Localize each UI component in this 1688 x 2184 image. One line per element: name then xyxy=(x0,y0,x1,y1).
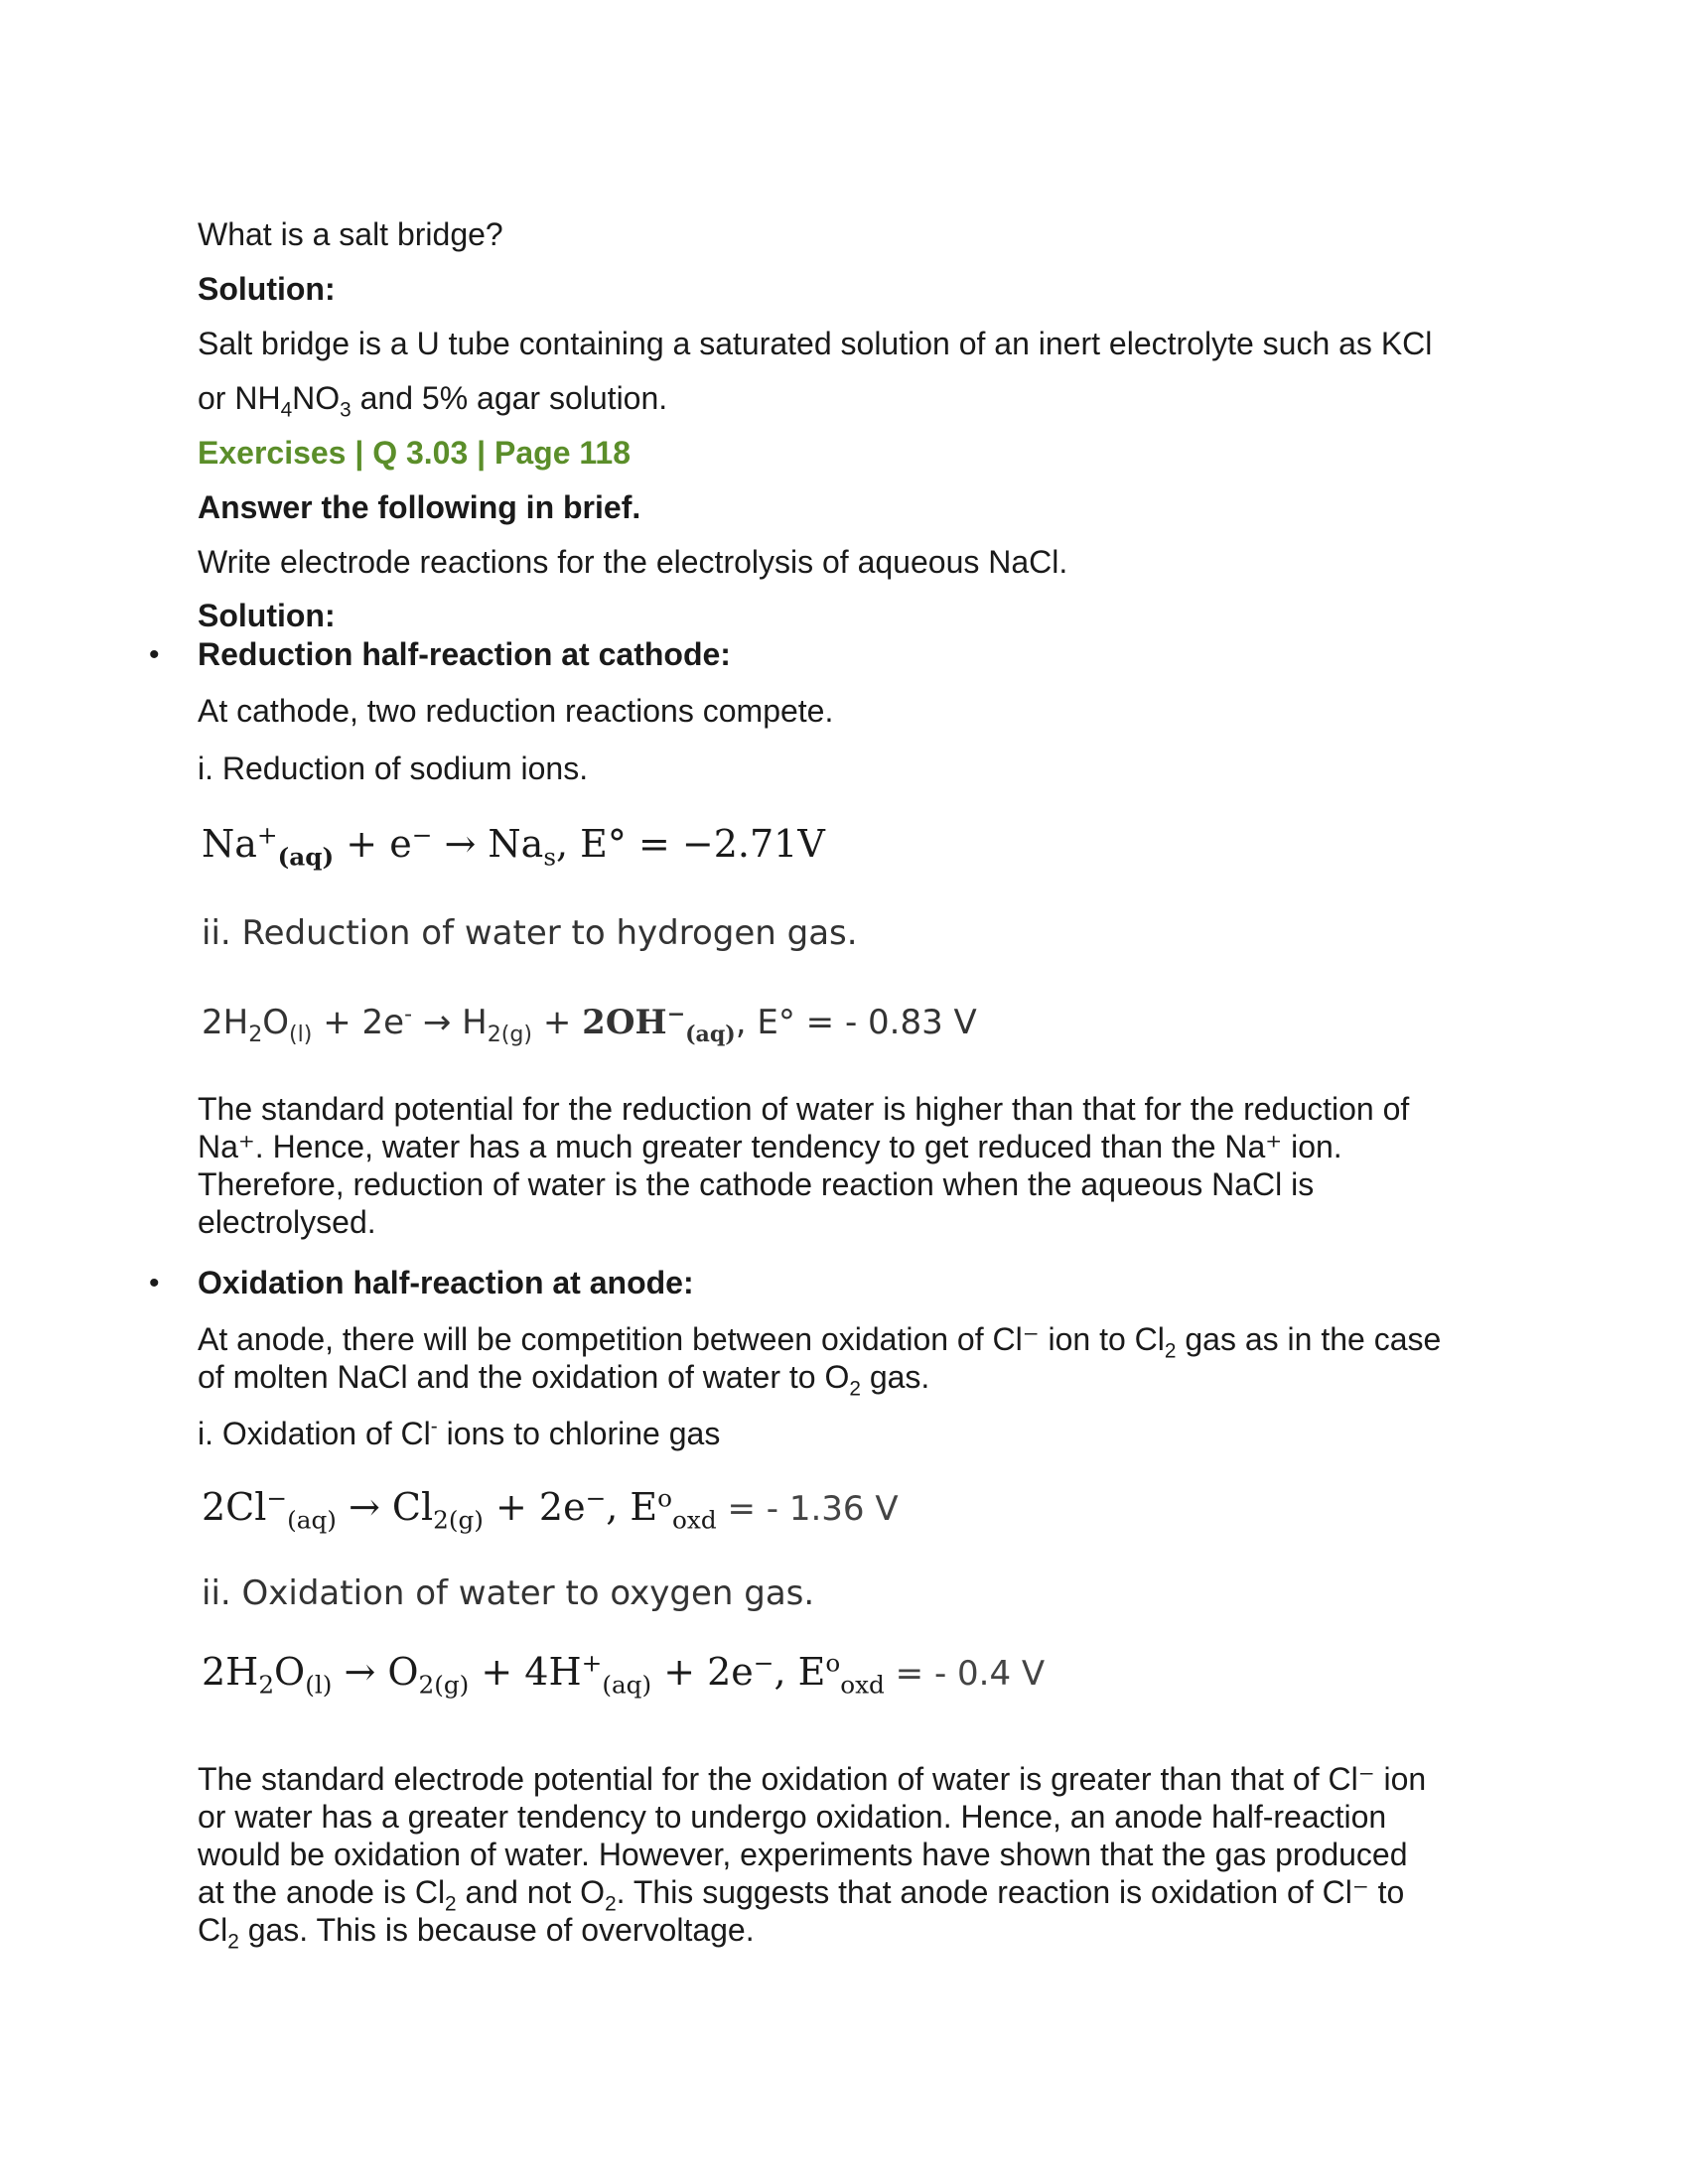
equation-sodium-reduction: $Na^+_{(aq)} + e^- \to Na_s$, E° = −2.71V xyxy=(202,820,825,872)
question-text: Write electrode reactions for the electrolysis of aqueous NaCl. xyxy=(198,544,1068,580)
body-text: at the anode is $Cl_2$ and not $O_2$. This suggests that anode reaction is oxidation of Cl⁻ to xyxy=(198,1874,1405,1916)
body-text: electrolysed. xyxy=(198,1204,376,1240)
equation-chloride-oxidation: $2Cl^-_{(aq)} \to Cl_{2(g)} + 2e^-$, $E^o_{oxd}$ = - 1.36 V xyxy=(202,1483,899,1535)
exercise-reference: Exercises | Q 3.03 | Page 118 xyxy=(198,435,631,471)
section-heading-anode: Oxidation half-reaction at anode: xyxy=(198,1265,694,1300)
solution-label: Solution: xyxy=(198,271,336,307)
step-label: i. Reduction of sodium ions. xyxy=(198,751,589,786)
answer-line: or $NH_4NO_3$ and 5% agar solution. xyxy=(198,380,668,422)
section-heading-cathode: Reduction half-reaction at cathode: xyxy=(198,636,731,672)
body-text: would be oxidation of water. However, experiments have shown that the gas produced xyxy=(198,1837,1408,1872)
body-text: The standard potential for the reduction of water is higher than that for the reduction of xyxy=(198,1091,1410,1127)
body-text: of molten NaCl and the oxidation of water to $O_2$ gas. xyxy=(198,1359,930,1401)
bullet-icon: • xyxy=(149,638,160,671)
question-text: What is a salt bridge? xyxy=(198,216,503,252)
body-text: At cathode, two reduction reactions compete. xyxy=(198,693,834,729)
answer-line: Salt bridge is a U tube containing a saturated solution of an inert electrolyte such as KCl xyxy=(198,326,1433,361)
body-text: Na⁺. Hence, water has a much greater tendency to get reduced than the Na⁺ ion. xyxy=(198,1129,1342,1164)
step-label: i. Oxidation of Cl- ions to chlorine gas xyxy=(198,1415,721,1451)
instruction-text: Answer the following in brief. xyxy=(198,489,641,525)
equation-water-oxidation: $2H_2O_{(l)} \to O_{2(g)} + 4H^+_{(aq)} + 2e^-$, $E^o_{oxd}$ = - 0.4 V xyxy=(202,1648,1046,1700)
body-text: or water has a greater tendency to undergo oxidation. Hence, an anode half-reaction xyxy=(198,1799,1387,1835)
step-label: ii. Oxidation of water to oxygen gas. xyxy=(202,1573,815,1613)
body-text: $Cl_2$ gas. This is because of overvoltage. xyxy=(198,1912,755,1954)
equation-water-reduction: $2H_2O_{(l)} + 2e^- \to H_{2(g)} + 2OH^-_{(aq)}$, E° = - 0.83 V xyxy=(202,1001,977,1047)
body-text: At anode, there will be competition between oxidation of Cl⁻ ion to $Cl_2$ gas as in the case xyxy=(198,1321,1442,1363)
body-text: The standard electrode potential for the oxidation of water is greater than that of Cl⁻ ion xyxy=(198,1761,1427,1797)
solution-label: Solution: xyxy=(198,598,336,633)
body-text: Therefore, reduction of water is the cathode reaction when the aqueous NaCl is xyxy=(198,1166,1315,1202)
bullet-icon: • xyxy=(149,1267,160,1299)
step-label: ii. Reduction of water to hydrogen gas. xyxy=(202,913,858,953)
